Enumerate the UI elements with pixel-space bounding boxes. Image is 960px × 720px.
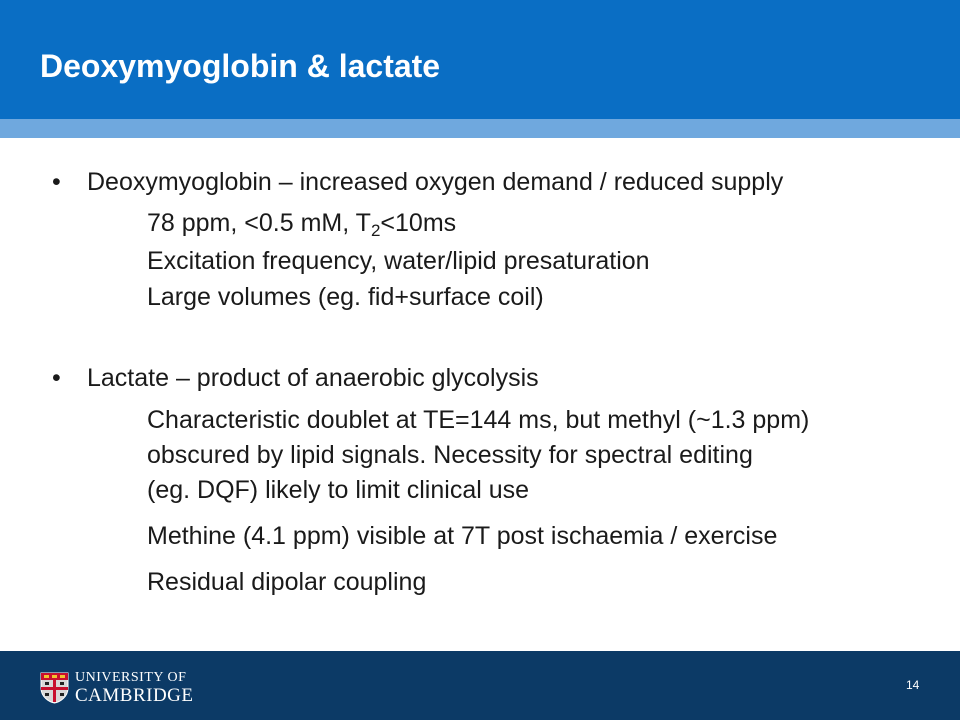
sub-line-deoxy-3: Large volumes (eg. fid+surface coil) — [147, 283, 544, 311]
header-stripe — [0, 119, 960, 138]
slide-title: Deoxymyoglobin & lactate — [40, 48, 441, 84]
bullet-deoxymyoglobin: Deoxymyoglobin – increased oxygen demand / reduced supply — [87, 168, 784, 196]
sub-line-lactate-1: Characteristic doublet at TE=144 ms, but methyl (~1.3 ppm) — [147, 406, 810, 434]
logo-text-cambridge: CAMBRIDGE — [75, 685, 194, 706]
sub-line-lactate-5: Residual dipolar coupling — [147, 568, 427, 596]
sub-line-deoxy-2: Excitation frequency, water/lipid presaturation — [147, 247, 650, 275]
bullet-lactate: Lactate – product of anaerobic glycolysis — [87, 364, 539, 392]
university-crest-icon — [40, 672, 69, 704]
bullet-marker: • — [52, 168, 61, 196]
sub-line-deoxy-1: 78 ppm, <0.5 mM, $T_2<10ms$ — [147, 209, 457, 240]
sub-line-lactate-3: (eg. DQF) likely to limit clinical use — [147, 476, 530, 504]
logo-text-university-of: UNIVERSITY OF — [75, 670, 187, 685]
page-number: 14 — [906, 678, 920, 692]
sub-line-lactate-2: obscured by lipid signals. Necessity for spectral editing — [147, 441, 753, 469]
bullet-marker: • — [52, 364, 61, 392]
sub-line-lactate-4: Methine (4.1 ppm) visible at 7T post ischaemia / exercise — [147, 522, 778, 550]
